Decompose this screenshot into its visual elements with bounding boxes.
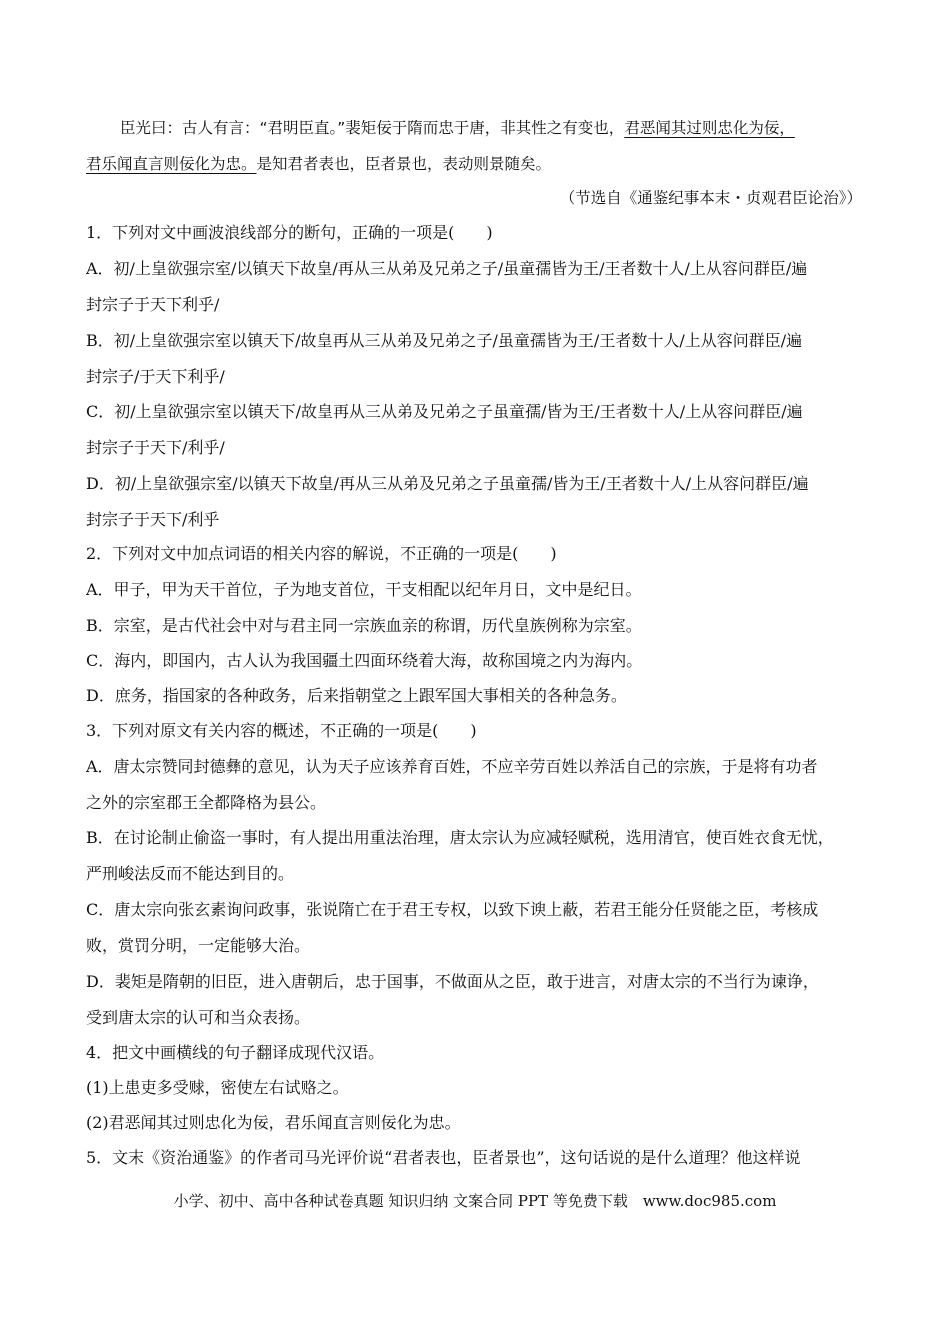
question-4-stem: 4．把文中画横线的句子翻译成现代汉语。	[86, 1043, 385, 1062]
question-5-stem: 5．文末《资治通鉴》的作者司马光评价说“君者表也，臣者景也”，这句话说的是什么道理？他这样说	[86, 1148, 801, 1167]
question-4-sentence-1: (1)上患吏多受赇，密使左右试赂之。	[86, 1078, 349, 1097]
question-3-option-a-cont: 之外的宗室郡王全都降格为县公。	[86, 793, 327, 812]
question-1-option-a-cont: 封宗子于天下利乎/	[86, 295, 220, 314]
passage-text: 是知君者表也，臣者景也，表动则景随矣。	[256, 155, 552, 173]
question-3-option-b: B．在讨论制止偷盗一事时，有人提出用重法治理，唐太宗认为应减轻赋税，选用清官，使百姓衣食无忧，	[86, 828, 834, 847]
underlined-sentence-part-2: 君乐闻直言则佞化为忠。	[86, 155, 257, 173]
underlined-sentence-part-1: 君恶闻其过则忠化为佞，	[624, 119, 795, 137]
question-2-option-b: B．宗室，是古代社会中对与君主同一宗族血亲的称谓，历代皇族例称为宗室。	[86, 616, 642, 635]
source-citation: （节选自《通鉴纪事本末・贞观君臣论治》）	[559, 189, 862, 207]
question-1-option-c: C．初/上皇欲强宗室以镇天下/故皇再从三从弟及兄弟之子虽童孺/皆为王/王者数十人/上从容问群臣/遍	[86, 402, 803, 421]
question-4-sentence-2: (2)君恶闻其过则忠化为佞，君乐闻直言则佞化为忠。	[86, 1113, 461, 1132]
question-2-option-a: A．甲子，甲为天干首位，子为地支首位，干支相配以纪年月日，文中是纪日。	[86, 580, 642, 599]
question-2-option-c: C．海内，即国内，古人认为我国疆土四面环绕着大海，故称国境之内为海内。	[86, 651, 643, 670]
question-1-option-b: B．初/上皇欲强宗室以镇天下/故皇再从三从弟及兄弟之子/虽童孺皆为王/王者数十人/上从容问群臣/遍	[86, 331, 803, 350]
page-footer: 小学、初中、高中各种试卷真题 知识归纳 文案合同 PPT 等免费下载 www.doc985.com	[173, 1192, 777, 1210]
question-3-option-c-cont: 败，赏罚分明，一定能够大治。	[86, 936, 311, 955]
question-3-option-b-cont: 严刑峻法反而不能达到目的。	[86, 864, 295, 883]
question-1-option-b-cont: 封宗子/于天下利乎/	[86, 367, 225, 386]
question-3-stem: 3．下列对原文有关内容的概述，不正确的一项是( )	[86, 721, 477, 740]
passage-line-1	[120, 117, 880, 139]
question-1-option-c-cont: 封宗子于天下/利乎/	[86, 438, 225, 457]
passage-line-2	[86, 153, 866, 175]
passage-text: 臣光曰：古人有言：“君明臣直。”裴矩佞于隋而忠于唐，非其性之有变也，	[120, 119, 625, 137]
question-3-option-a: A．唐太宗赞同封德彝的意见，认为天子应该养育百姓，不应辛劳百姓以养活自己的宗族，于是将有功者	[86, 757, 818, 776]
question-1-stem: 1．下列对文中画波浪线部分的断句，正确的一项是( )	[86, 223, 493, 242]
question-3-option-d-cont: 受到唐太宗的认可和当众表扬。	[86, 1008, 311, 1027]
question-3-option-d: D．裴矩是隋朝的旧臣，进入唐朝后，忠于国事，不做面从之臣，敢于进言，对唐太宗的不当行为谏诤，	[86, 972, 819, 991]
question-2-option-d: D．庶务，指国家的各种政务，后来指朝堂之上跟军国大事相关的各种急务。	[86, 686, 627, 705]
question-1-option-d-cont: 封宗子于天下/利乎	[86, 510, 220, 529]
question-2-stem: 2．下列对文中加点词语的相关内容的解说，不正确的一项是( )	[86, 544, 557, 563]
question-3-option-c: C．唐太宗向张玄素询问政事，张说隋亡在于君王专权，以致下谀上蔽，若君王能分任贤能之臣，考核成	[86, 900, 819, 919]
question-1-option-d: D．初/上皇欲强宗室/以镇天下故皇/再从三从弟及兄弟之子虽童孺/皆为王/王者数十人/上从容问群臣/遍	[86, 474, 809, 493]
question-1-option-a: A．初/上皇欲强宗室/以镇天下故皇/再从三从弟及兄弟之子/虽童孺皆为王/王者数十人/上从容问群臣/遍	[86, 259, 808, 278]
